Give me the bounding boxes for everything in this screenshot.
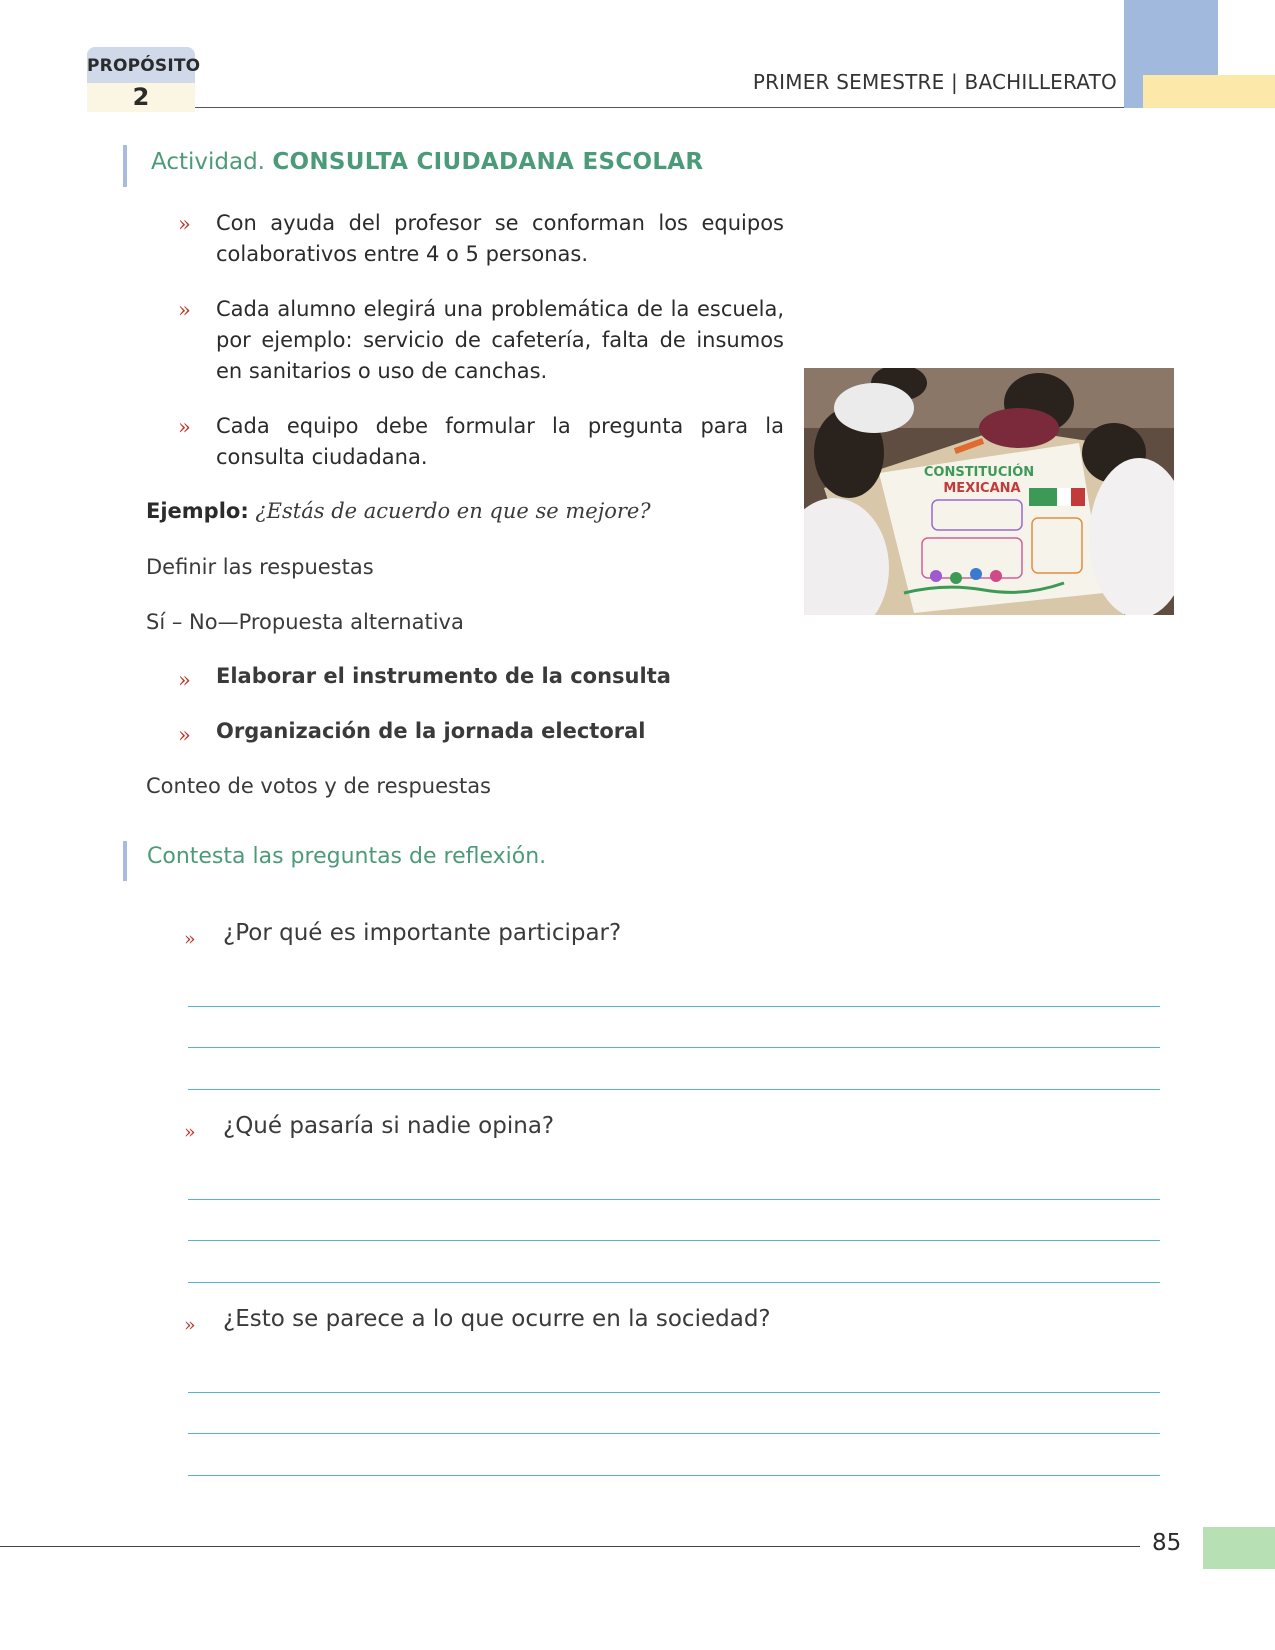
step-item: Organización de la jornada electoral (216, 719, 646, 743)
bullet-marker: » (178, 668, 191, 692)
answer-line[interactable] (188, 1433, 1160, 1434)
bullet-marker: » (178, 415, 191, 439)
bullet-item: Cada alumno elegirá una problemática de la escuela, por ejemplo: servicio de cafetería, falta de insumos en sanitarios o uso de canchas. (216, 297, 784, 383)
poster-title-line2: MEXICANA (943, 481, 1021, 496)
bullet-marker: » (178, 298, 191, 322)
header-divider (195, 107, 1125, 108)
purpose-number: 2 (87, 83, 195, 112)
footer-green-block (1203, 1527, 1275, 1569)
count-votes-text: Conteo de votos y de respuestas (146, 774, 492, 798)
define-answers-text: Definir las respuestas (146, 555, 374, 579)
answer-line[interactable] (188, 1240, 1160, 1241)
answer-line[interactable] (188, 1392, 1160, 1393)
reflection-question: ¿Esto se parece a lo que ocurre en la sociedad? (223, 1306, 771, 1332)
header-yellow-block (1143, 75, 1275, 108)
purpose-label: PROPÓSITO (87, 47, 195, 83)
answer-line[interactable] (188, 1006, 1160, 1007)
answer-line[interactable] (188, 1199, 1160, 1200)
reflection-question: ¿Por qué es importante participar? (223, 920, 622, 946)
reflection-title-bar (123, 841, 127, 881)
example-question: ¿Estás de acuerdo en que se mejore? (255, 499, 651, 523)
footer-divider (0, 1546, 1140, 1547)
answer-line[interactable] (188, 1475, 1160, 1476)
page-number: 85 (1152, 1530, 1182, 1556)
bullet-marker: » (178, 723, 191, 747)
bullet-marker: » (178, 212, 191, 236)
activity-prefix: Actividad. (151, 149, 265, 175)
step-item: Elaborar el instrumento de la consulta (216, 664, 671, 688)
course-label: PRIMER SEMESTRE | BACHILLERATO (752, 70, 1117, 94)
reflection-title: Contesta las preguntas de reflexión. (147, 844, 547, 869)
bullet-marker: » (184, 1121, 196, 1143)
reflection-question: ¿Qué pasaría si nadie opina? (223, 1113, 555, 1139)
activity-title-bar (123, 145, 127, 187)
poster-title-line1: CONSTITUCIÓN (923, 465, 1035, 480)
bullet-item: Cada equipo debe formular la pregunta para la consulta ciudadana. (216, 414, 784, 469)
answer-options-text: Sí – No—Propuesta alternativa (146, 610, 464, 634)
bullet-item: Con ayuda del profesor se conforman los equipos colaborativos entre 4 o 5 personas. (216, 211, 784, 266)
activity-name: CONSULTA CIUDADANA ESCOLAR (272, 149, 704, 175)
answer-line[interactable] (188, 1089, 1160, 1090)
bullet-marker: » (184, 1314, 196, 1336)
answer-line[interactable] (188, 1282, 1160, 1283)
students-photo (804, 368, 1174, 615)
example-line (146, 499, 651, 523)
activity-title (151, 149, 703, 175)
example-label: Ejemplo: (146, 499, 249, 523)
bullet-marker: » (184, 928, 196, 950)
answer-line[interactable] (188, 1047, 1160, 1048)
